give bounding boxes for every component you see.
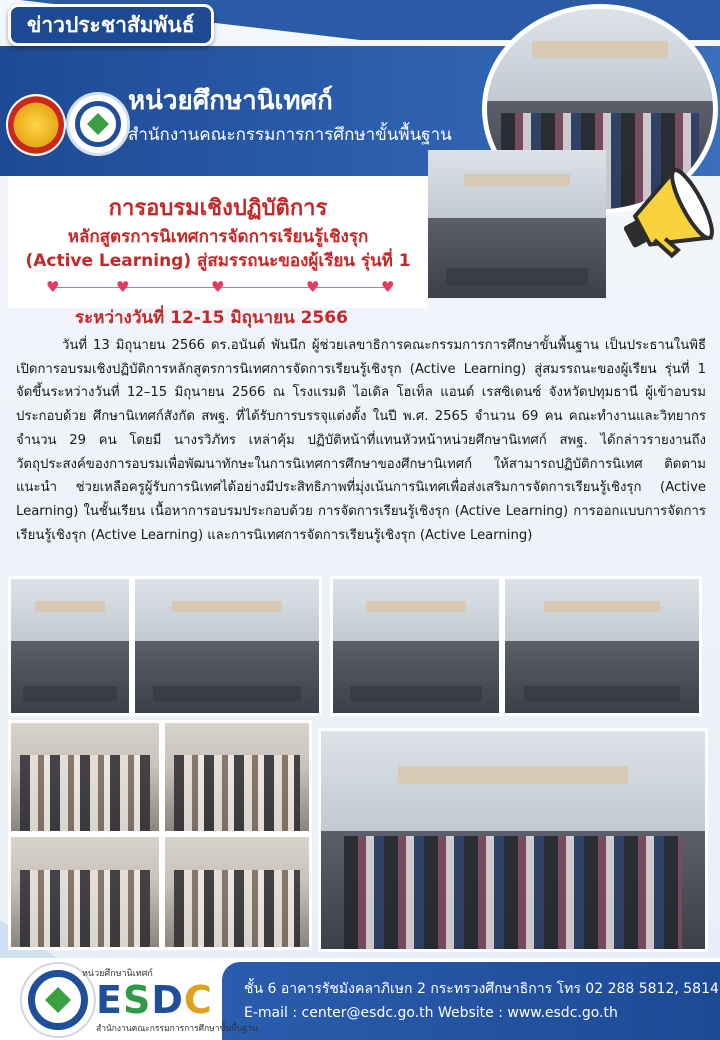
unit-subtitle: สำนักงานคณะกรรมการการศึกษาขั้นพื้นฐาน (128, 125, 452, 145)
footer-contact-band (222, 962, 720, 1040)
unit-title: หน่วยศึกษานิเทศก์ (128, 86, 333, 116)
event-photo-opening-2 (132, 576, 322, 716)
footer-address: ชั้น 6 อาคารรัชมังคลาภิเษก 2 กระทรวงศึกษาธิการ โทร 02 288 5812, 5814 (244, 981, 719, 997)
event-photo-speaker-1 (330, 576, 502, 716)
event-date: ระหว่างวันที่ 12-15 มิถุนายน 2566 (75, 308, 348, 328)
heart-icon: ♥ (306, 278, 320, 296)
headline-title: การอบรมเชิงปฏิบัติการ (108, 196, 328, 221)
heart-divider (46, 278, 396, 298)
event-photo-speaker-2 (502, 576, 702, 716)
headline-card (8, 176, 428, 308)
heart-icon: ♥ (46, 278, 60, 296)
workshop-photo-2 (162, 720, 312, 834)
footer-email-website: E-mail : center@esdc.go.th Website : www.esdc.go.th (244, 1005, 618, 1021)
esdc-logo-icon (66, 92, 130, 156)
group-photo-all (318, 728, 708, 952)
megaphone-icon (610, 168, 714, 272)
footer-logo-unit: หน่วยศึกษานิเทศก์ (82, 969, 153, 979)
ministry-emblem-icon (6, 94, 66, 156)
news-body: วันที่ 13 มิถุนายน 2566 ดร.อนันต์ พันนึก ผู้ช่วยเลขาธิการคณะกรรมการการศึกษาขั้นพื้นฐาน เป็นประธานในพิธีเปิดการอบรมเชิงปฏิบัติการหลักสูตรการนิเทศการจัดการเรียนรู้เชิงรุก (Active Learning) สู่สมรรถนะของผู้เรียน รุ่นที่ 1 จัดขึ้นระหว่างวันที่ 12–15 มิถุนายน 2566 ณ โรงแรมดิ ไอเดิล โฮเท็ล แอนด์ เรสซิเดนซ์ จังหวัดปทุมธานี ผู้เข้าอบรมประกอบด้วย ศึกษานิเทศก์สังกัด สพฐ. ที่ได้รับการบรรจุแต่งตั้ง ในปี พ.ศ. 2565 จำนวน 69 คน คณะทำงานและวิทยากร จำนวน 29 คน โดยมี นางรวิภัทร เหล่าคุ้ม ปฏิบัติหน้าที่แทนหัวหน้าหน่วยศึกษานิเทศก์ สพฐ. ได้กล่าวรายงานถึงวัตถุประสงค์ของการอบรมเพื่อพัฒนาทักษะในการนิเทศการศึกษาของศึกษานิเทศก์ ให้สามารถปฏิบัติการนิเทศ ติดตาม แนะนำ ช่วยเหลือครูผู้รับการนิเทศได้อย่างมีประสิทธิภาพที่มุ่งเน้นการนิเทศเพื่อส่งเสริมการจัดการเรียนรู้เชิงรุก (Active Learning) ในชั้นเรียน เนื้อหาการอบรมประกอบด้วย การจัดการเรียนรู้เชิงรุก (Active Learning) การออกแบบการจัดการเรียนรู้เชิงรุก (Active Learning) และการนิเทศการจัดการเรียนรู้เชิงรุก (Active Learning) (16, 338, 706, 543)
speaker-photo (428, 150, 606, 298)
footer-logo-office: สำนักงานคณะกรรมการการศึกษาขั้นพื้นฐาน (96, 1024, 258, 1034)
esdc-wordmark: ESDC (96, 978, 213, 1022)
heart-icon: ♥ (116, 278, 130, 296)
workshop-photo-1 (8, 720, 162, 834)
headline-course: หลักสูตรการนิเทศการจัดการเรียนรู้เชิงรุก (67, 227, 369, 247)
event-photo-opening-1 (8, 576, 132, 716)
workshop-photo-4 (162, 834, 312, 950)
news-tag: ข่าวประชาสัมพันธ์ (8, 4, 214, 46)
workshop-photo-3 (8, 834, 162, 950)
headline-course-batch: (Active Learning) สู่สมรรถนะของผู้เรียน รุ่นที่ 1 (25, 251, 411, 271)
heart-icon: ♥ (381, 278, 395, 296)
heart-icon: ♥ (211, 278, 225, 296)
